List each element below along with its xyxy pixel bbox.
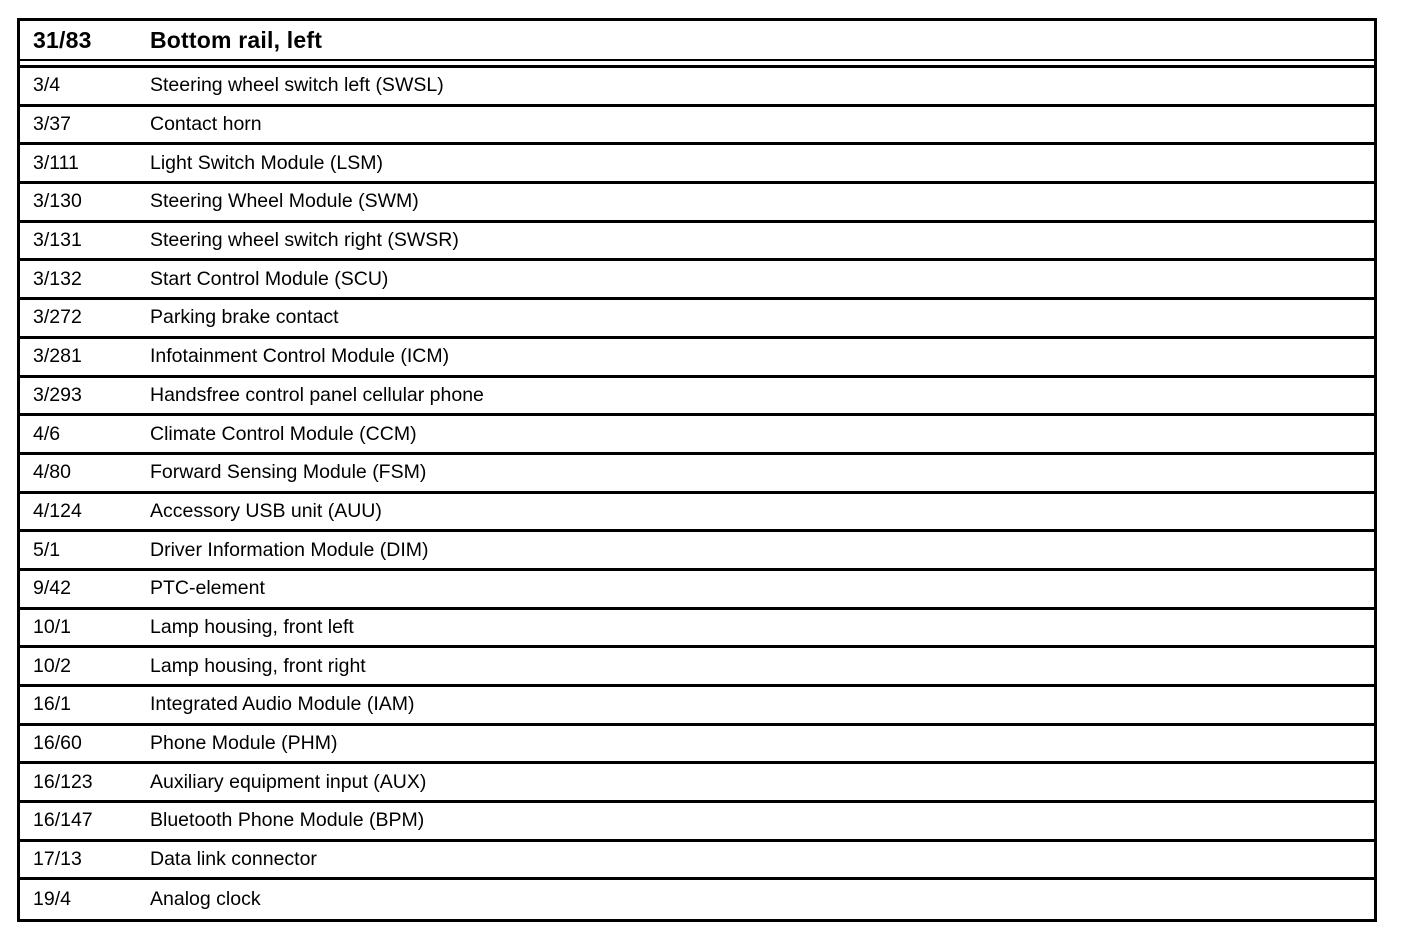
table-header-row: [20, 21, 1374, 61]
row-code: 3/37: [33, 113, 71, 136]
row-code: 16/1: [33, 693, 71, 716]
row-code: 10/1: [33, 615, 71, 638]
table-row: [20, 378, 1374, 417]
table-row: [20, 339, 1374, 378]
table-row: [20, 648, 1374, 687]
row-description: Analog clock: [150, 888, 261, 911]
table-row: [20, 687, 1374, 726]
row-description: Climate Control Module (CCM): [150, 422, 417, 445]
table-row: [20, 842, 1374, 881]
row-code: 3/293: [33, 383, 82, 406]
row-code: 16/123: [33, 770, 93, 793]
row-code: 10/2: [33, 654, 71, 677]
row-description: Data link connector: [150, 848, 317, 871]
row-description: Phone Module (PHM): [150, 732, 338, 755]
row-description: Integrated Audio Module (IAM): [150, 693, 415, 716]
row-description: Steering Wheel Module (SWM): [150, 190, 419, 213]
row-description: Lamp housing, front left: [150, 615, 354, 638]
row-code: 4/6: [33, 422, 61, 445]
row-code: 19/4: [33, 888, 71, 911]
table-row: [20, 726, 1374, 765]
table-row: [20, 532, 1374, 571]
row-code: 17/13: [33, 848, 82, 871]
row-description: Infotainment Control Module (ICM): [150, 345, 450, 368]
row-code: 16/60: [33, 732, 82, 755]
row-code: 3/272: [33, 306, 82, 329]
component-designation-table: [17, 18, 1377, 922]
table-row: [20, 571, 1374, 610]
row-description: Forward Sensing Module (FSM): [150, 461, 427, 484]
table-row: [20, 764, 1374, 803]
row-code: 3/130: [33, 190, 82, 213]
table-row: [20, 803, 1374, 842]
row-code: 3/131: [33, 229, 82, 252]
row-code: 3/132: [33, 267, 82, 290]
row-code: 4/124: [33, 499, 82, 522]
table-row: [20, 300, 1374, 339]
row-description: Accessory USB unit (AUU): [150, 499, 382, 522]
row-description: Steering wheel switch left (SWSL): [150, 74, 444, 97]
table-header-title: Bottom rail, left: [150, 26, 323, 53]
row-code: 4/80: [33, 461, 71, 484]
row-code: 3/111: [33, 151, 79, 174]
table-row: [20, 145, 1374, 184]
row-description: Steering wheel switch right (SWSR): [150, 229, 459, 252]
row-code: 3/281: [33, 345, 82, 368]
row-description: Light Switch Module (LSM): [150, 151, 384, 174]
table-row: [20, 610, 1374, 649]
table-row: [20, 880, 1374, 919]
table-row: [20, 261, 1374, 300]
row-code: 16/147: [33, 809, 93, 832]
table-row: [20, 223, 1374, 262]
row-description: PTC-element: [150, 577, 265, 600]
row-description: Driver Information Module (DIM): [150, 538, 429, 561]
row-description: Lamp housing, front right: [150, 654, 366, 677]
row-code: 3/4: [33, 74, 61, 97]
row-description: Start Control Module (SCU): [150, 267, 389, 290]
table-row: [20, 455, 1374, 494]
row-code: 5/1: [33, 538, 61, 561]
table-row: [20, 416, 1374, 455]
table-row: [20, 184, 1374, 223]
row-description: Handsfree control panel cellular phone: [150, 383, 484, 406]
table-row: [20, 494, 1374, 533]
table-row: [20, 107, 1374, 146]
table-body: [20, 65, 1374, 919]
row-code: 9/42: [33, 577, 71, 600]
row-description: Parking brake contact: [150, 306, 339, 329]
table-header-code: 31/83: [33, 26, 92, 53]
row-description: Auxiliary equipment input (AUX): [150, 770, 427, 793]
row-description: Contact horn: [150, 113, 262, 136]
row-description: Bluetooth Phone Module (BPM): [150, 809, 425, 832]
table-row: [20, 68, 1374, 107]
